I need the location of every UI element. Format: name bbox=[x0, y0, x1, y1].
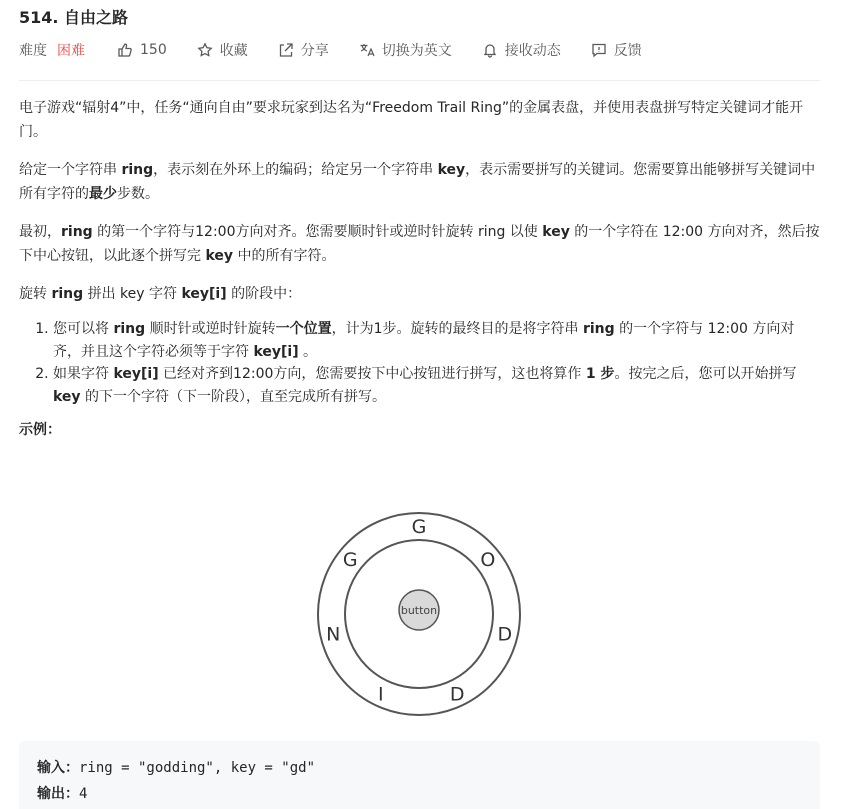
share-icon bbox=[278, 42, 294, 58]
example-input-line: 输入：ring = "godding", key = "gd" bbox=[37, 760, 316, 776]
thumbs-up-icon bbox=[117, 42, 133, 58]
difficulty-label: 难度 bbox=[19, 43, 47, 59]
ring-letter: G bbox=[411, 516, 427, 538]
ring-letter: D bbox=[497, 623, 513, 646]
example-input-value: ring = "godding", key = "gd" bbox=[79, 760, 316, 776]
example-output-value: 4 bbox=[79, 786, 88, 802]
problem-meta-bar bbox=[19, 38, 672, 62]
problem-description bbox=[19, 96, 820, 442]
switch-language-label: 切换为英文 bbox=[381, 43, 452, 59]
star-icon bbox=[197, 42, 213, 58]
ring-diagram-svg bbox=[316, 510, 522, 718]
like-count: 150 bbox=[140, 42, 167, 58]
like-button[interactable] bbox=[117, 42, 167, 58]
share-button[interactable] bbox=[278, 40, 329, 60]
feedback-label: 反馈 bbox=[613, 43, 642, 59]
bell-icon bbox=[482, 42, 498, 58]
difficulty-badge: 困难 bbox=[57, 43, 85, 59]
ring-letter: I bbox=[377, 683, 384, 706]
example-heading: 示例： bbox=[19, 422, 61, 438]
share-label: 分享 bbox=[300, 43, 329, 59]
ring-letter: G bbox=[342, 549, 358, 572]
favorite-button[interactable] bbox=[197, 40, 248, 60]
ring-letter: O bbox=[480, 549, 496, 572]
favorite-label: 收藏 bbox=[219, 43, 248, 59]
ring-diagram bbox=[316, 510, 522, 718]
center-button-label: button bbox=[400, 604, 438, 617]
rules-list bbox=[53, 318, 820, 408]
list-item: 1. 您可以将 ring 顺时针或逆时针旋转一个位置，计为1步。旋转的最终目的是将字符串 ring 的一个字符与 12:00 方向对齐，并且这个字符必须等于字符 key[i] 。 bbox=[53, 318, 820, 363]
feedback-icon bbox=[591, 42, 607, 58]
example-output-line: 输出：4 bbox=[37, 786, 88, 802]
problem-title: 514. 自由之路 bbox=[19, 8, 129, 27]
description-paragraph-1: 电子游戏“辐射4”中，任务“通向自由”要求玩家到达名为“Freedom Trail Ring”的金属表盘，并使用表盘拼写特定关键词才能开门。 bbox=[19, 100, 804, 140]
switch-language-button[interactable] bbox=[359, 40, 452, 60]
header-divider bbox=[19, 80, 820, 81]
description-paragraph-3: 最初，ring 的第一个字符与12:00方向对齐。您需要顺时针或逆时针旋转 ring 以使 key 的一个字符在 12:00 方向对齐，然后按下中心按钮，以此逐个拼写完 key 中的所有字符。 bbox=[19, 224, 820, 264]
ring-letter: N bbox=[326, 623, 341, 646]
notify-button[interactable] bbox=[482, 40, 561, 60]
list-item: 2. 如果字符 key[i] 已经对齐到12:00方向，您需要按下中心按钮进行拼写，这也将算作 1 步。按完之后，您可以开始拼写 key 的下一个字符（下一阶段），直至完成所有拼写。 bbox=[53, 363, 820, 408]
example-code-block bbox=[19, 741, 820, 809]
description-paragraph-2: 给定一个字符串 ring，表示刻在外环上的编码；给定另一个字符串 key，表示需要拼写的关键词。您需要算出能够拼写关键词中所有字符的最少步数。 bbox=[19, 162, 816, 202]
feedback-button[interactable] bbox=[591, 40, 642, 60]
problem-panel bbox=[19, 0, 820, 809]
description-paragraph-4: 旋转 ring 拼出 key 字符 key[i] 的阶段中： bbox=[19, 286, 302, 302]
notify-label: 接收动态 bbox=[504, 43, 561, 59]
translate-icon bbox=[359, 42, 375, 58]
ring-letter: D bbox=[449, 683, 465, 706]
